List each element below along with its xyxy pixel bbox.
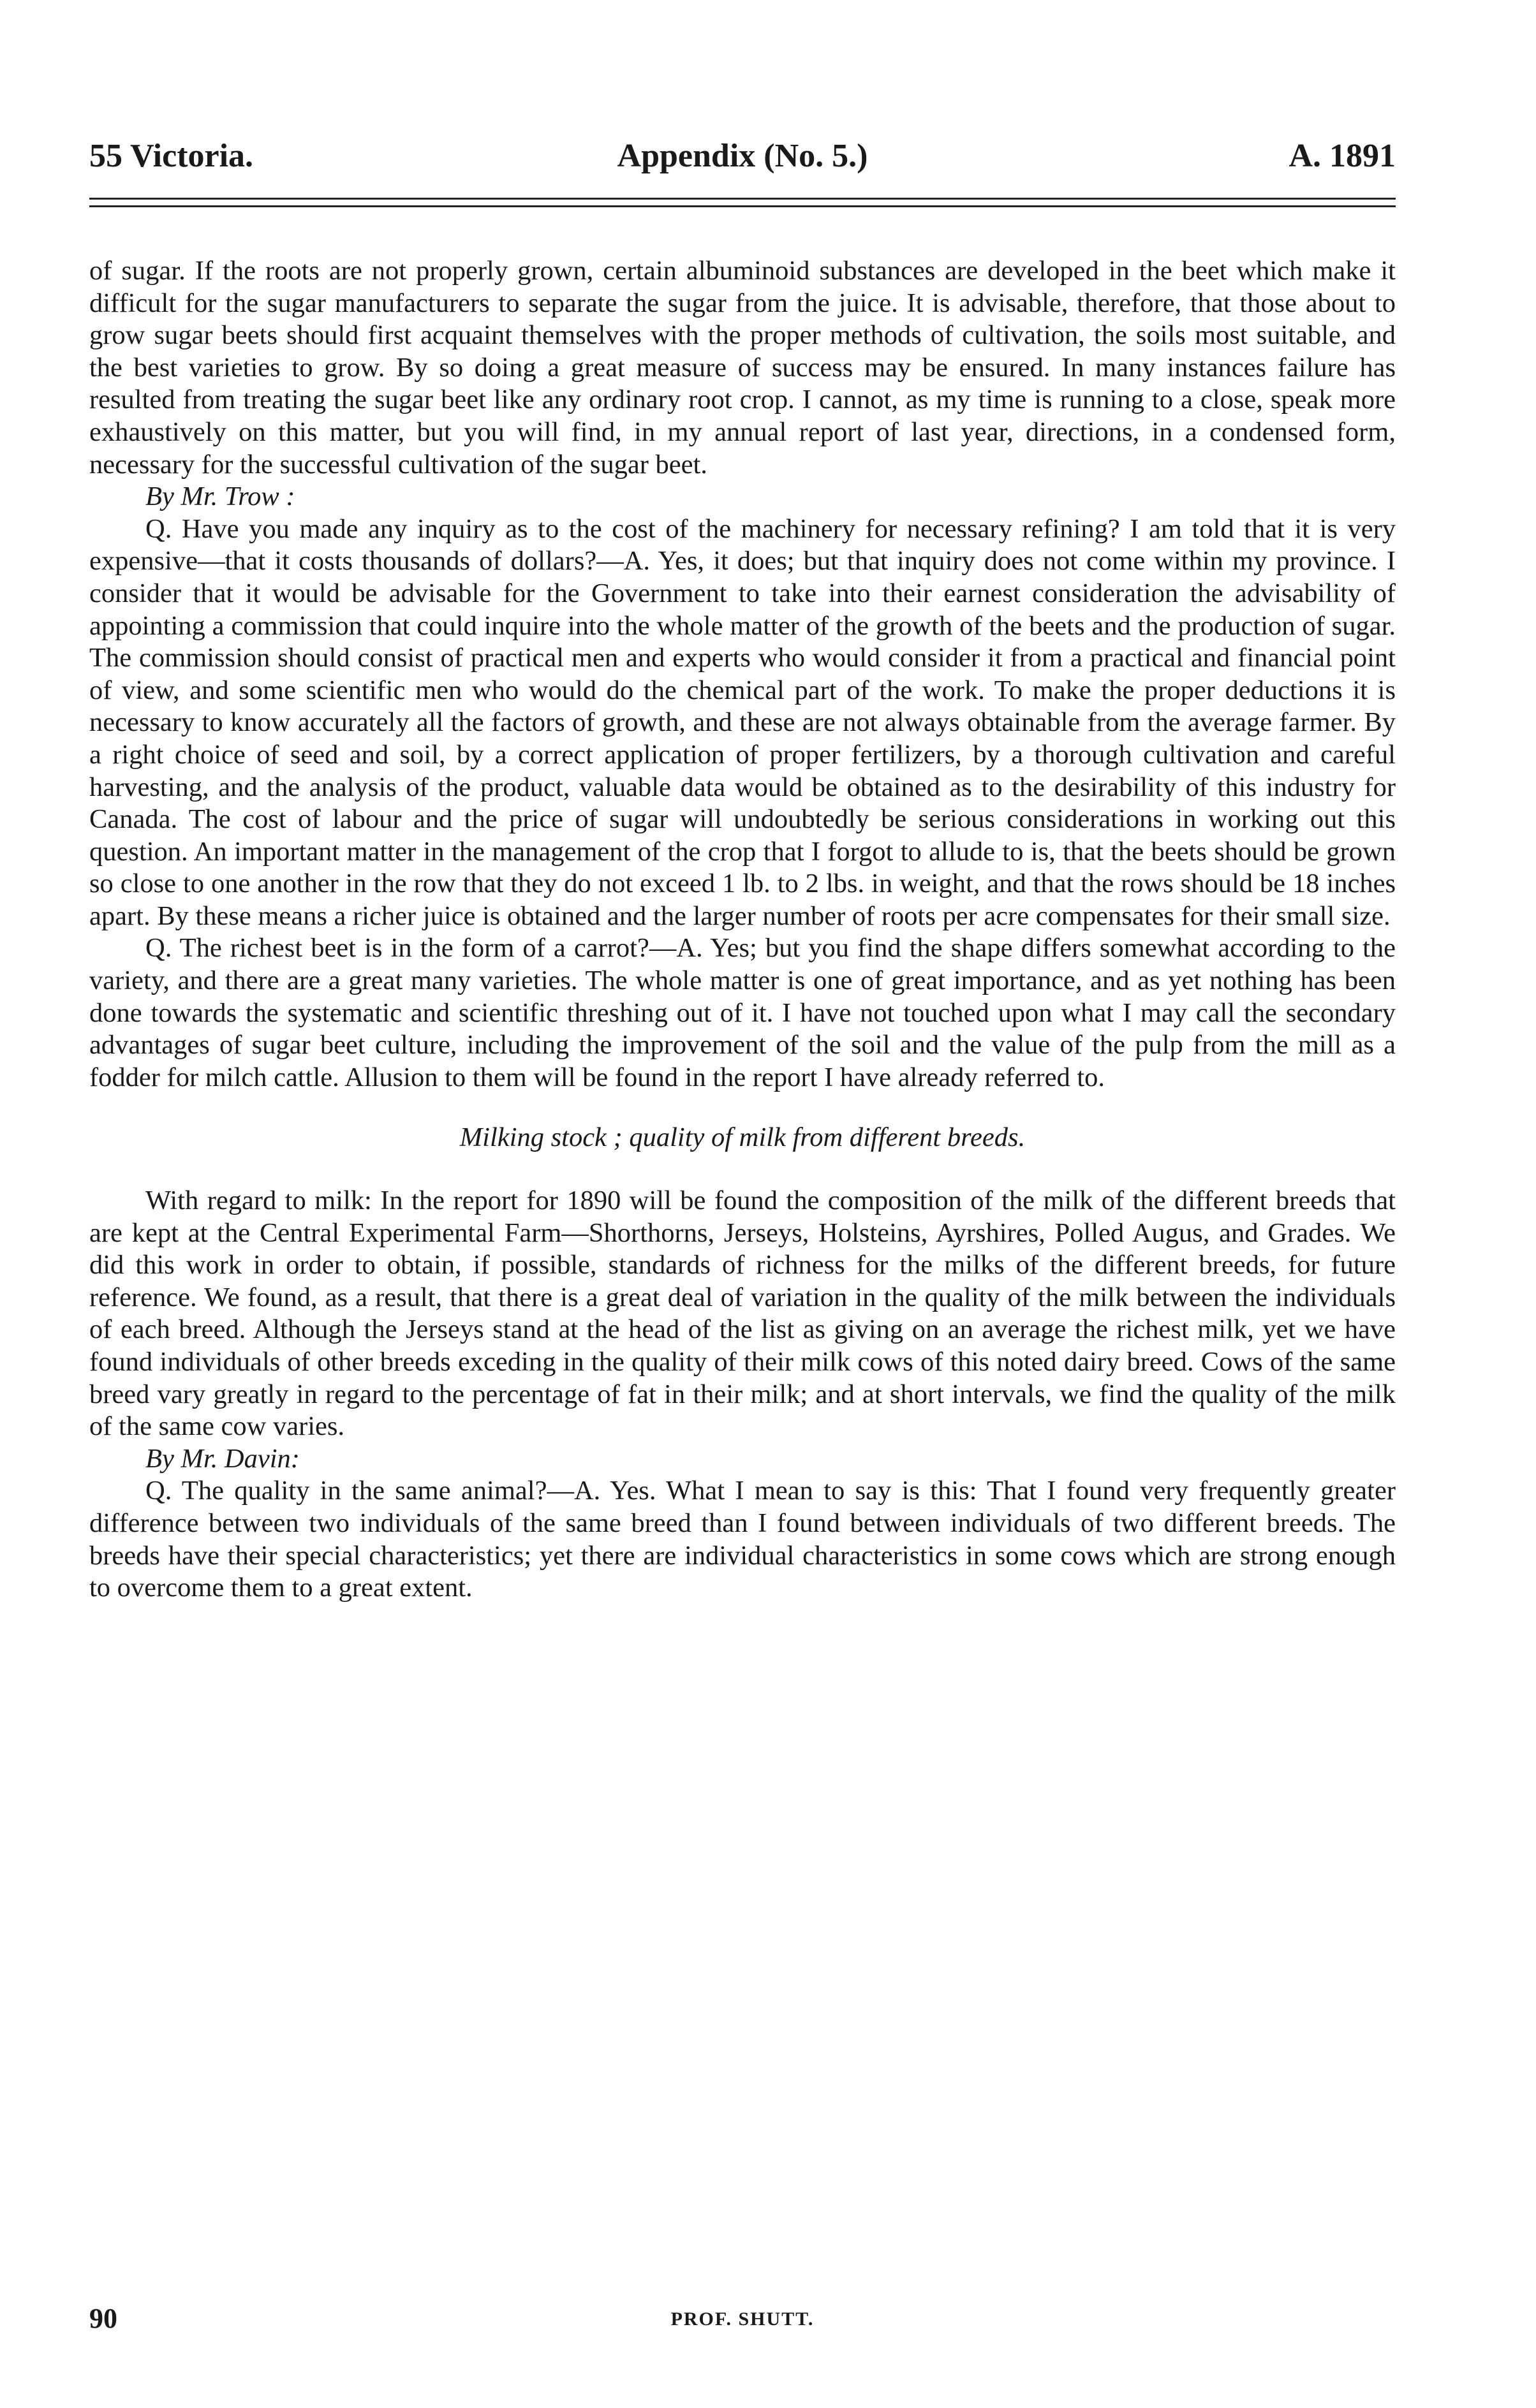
- paragraph-milk-breeds: With regard to milk: In the report for 1890 will be found the composition of the milk of the different breeds that are kept at the Central Experimental Farm—Shorthorns, Jerseys, Holsteins, Ayrshires, Polled Augus, and Grades. We did this work in order to obtain, if possible, standards of richness for the milks of the different breeds, for future reference. We found, as a result, that there is a great deal of variation in the quality of the milk between the individuals of each breed. Although the Jerseys stand at the head of the list as giving on an average the richest milk, yet we have found individuals of other breeds exceding in the quality of their milk cows of this noted dairy breed. Cows of the same breed vary greatly in regard to the percentage of fat in their milk; and at short intervals, we find the quality of the milk of the same cow varies.: [89, 1186, 1396, 1442]
- header-rule-top: [89, 198, 1396, 200]
- header-rule-bottom: [89, 205, 1396, 207]
- speaker-label-davin: By Mr. Davin:: [145, 1443, 300, 1474]
- speaker-label-trow: By Mr. Trow :: [145, 481, 295, 512]
- paragraph-sugar-cultivation: of sugar. If the roots are not properly grown, certain albuminoid substances are developed in the beet which make it difficult for the sugar manufacturers to separate the sugar from the juice. It is advisable, therefore, that those about to grow sugar beets should first acquaint themselves with the proper methods of cultivation, the soils most suitable, and the best varieties to grow. By so doing a great measure of success may be ensured. In many instances failure has resulted from treating the sugar beet like any ordinary root crop. I cannot, as my time is running to a close, speak more exhaustively on this matter, but you will find, in my annual report of last year, directions, in a condensed form, necessary for the successful cultivation of the sugar beet.: [89, 256, 1396, 480]
- page-footer: [89, 2302, 1396, 2340]
- header-year: A. 1891: [1289, 138, 1396, 174]
- header-session: 55 Victoria.: [89, 138, 254, 174]
- body-text: [89, 255, 1396, 1604]
- page-number: 90: [89, 2303, 117, 2334]
- paragraph-same-animal-question: Q. The quality in the same animal?—A. Yes. What I mean to say is this: That I found very frequently greater difference between two individuals of the same breed than I found between individuals of two different breeds. The breeds have their special characteristics; yet there are individual characteristics in some cows which are strong enough to overcome them to a great extent.: [89, 1476, 1396, 1603]
- header-appendix: Appendix (No. 5.): [617, 138, 868, 174]
- footer-author: PROF. SHUTT.: [670, 2309, 815, 2330]
- running-header: [89, 137, 1396, 182]
- document-page: [89, 0, 1396, 2408]
- paragraph-carrot-question: Q. The richest beet is in the form of a carrot?—A. Yes; but you find the shape differs somewhat according to the variety, and there are a great many varieties. The whole matter is one of great importance, and as yet nothing has been done towards the systematic and scientific threshing out of it. I have not touched upon what I may call the secondary advantages of sugar beet culture, including the improvement of the soil and the value of the pulp from the mill as a fodder for milch cattle. Allusion to them will be found in the report I have already referred to.: [89, 933, 1396, 1092]
- paragraph-machinery-question: Q. Have you made any inquiry as to the cost of the machinery for necessary refining? I am told that it is very expensive—that it costs thousands of dollars?—A. Yes, it does; but that inquiry does not come within my province. I consider that it would be advisable for the Government to take into their earnest consideration the advisability of appointing a commission that could inquire into the whole matter of the growth of the beets and the production of sugar. The commission should consist of practical men and experts who would consider it from a practical and financial point of view, and some scientific men who would do the chemical part of the work. To make the proper deductions it is necessary to know accurately all the factors of growth, and these are not always obtainable from the average farmer. By a right choice of seed and soil, by a correct application of proper fertilizers, by a thorough cultivation and careful harvesting, and the analysis of the product, valuable data would be obtained as to the desirability of this industry for Canada. The cost of labour and the price of sugar will undoubtedly be serious considerations in working out this question. An important matter in the management of the crop that I forgot to allude to is, that the beets should be grown so close to one another in the row that they do not exceed 1 lb. to 2 lbs. in weight, and that the rows should be 18 inches apart. By these means a richer juice is obtained and the larger number of roots per acre compensates for their small size.: [89, 513, 1396, 931]
- section-heading-milking-stock: Milking stock ; quality of milk from different breeds.: [459, 1122, 1026, 1153]
